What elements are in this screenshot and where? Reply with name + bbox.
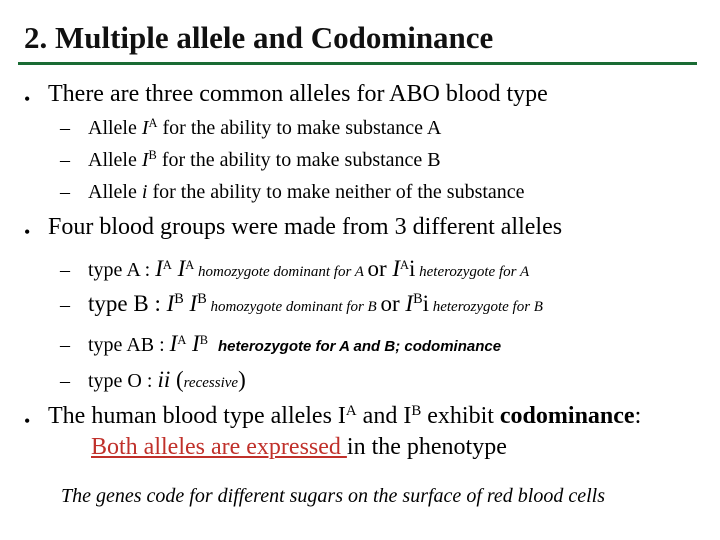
- bullet-2-text: Four blood groups were made from 3 different alleles: [48, 214, 563, 240]
- type-a-gene-4: i: [408, 256, 416, 281]
- type-a-line: [60, 256, 529, 282]
- type-a-sup-1: A: [162, 258, 172, 273]
- type-b-note-1: homozygote dominant for B: [206, 299, 381, 315]
- allele-ia-sup: A: [148, 116, 158, 131]
- type-ab-sup-2: B: [199, 333, 208, 348]
- dash-icon: –: [60, 117, 70, 139]
- title-underline: [18, 62, 697, 65]
- bullet-3-line-1: [48, 403, 641, 430]
- allele-ib-gene: I: [141, 149, 149, 171]
- allele-ia-post: for the ability to make substance A: [157, 117, 442, 139]
- type-b-gene-2: I: [183, 291, 198, 316]
- allele-i-gene: i: [141, 181, 148, 203]
- type-ab-note: heterozygote for A and B; codominance: [217, 338, 502, 355]
- type-ab-label: type AB :: [88, 334, 170, 356]
- bullet-3-sup-1: A: [345, 402, 357, 419]
- bullet-icon: •: [24, 411, 31, 431]
- bullet-3-colon: :: [634, 403, 642, 429]
- allele-i-post: for the ability to make neither of the substance: [147, 181, 525, 203]
- type-a-note-2: heterozygote for A: [415, 264, 530, 280]
- bullet-3-post: exhibit: [421, 403, 500, 429]
- dash-icon: –: [60, 149, 70, 171]
- allele-i-pre: Allele: [88, 181, 142, 203]
- allele-ia-line: [60, 117, 441, 140]
- type-ab-line: [60, 331, 501, 357]
- type-b-gene-3: I: [405, 291, 414, 316]
- dash-icon: –: [60, 259, 70, 281]
- type-o-note: recessive: [183, 375, 239, 391]
- allele-ib-pre: Allele: [88, 149, 142, 171]
- in-the-phenotype: in the phenotype: [346, 434, 507, 460]
- type-ab-gene-1: I: [169, 331, 178, 356]
- bullet-3-mid: and I: [356, 403, 412, 429]
- bullet-3-pre: The human blood type alleles I: [48, 403, 346, 429]
- type-b-sup-3: B: [413, 291, 423, 308]
- type-o-gene: ii: [157, 367, 171, 392]
- type-b-gene-4: i: [422, 291, 429, 316]
- dash-icon: –: [60, 181, 70, 203]
- type-a-or: or: [367, 256, 393, 281]
- dash-icon: –: [60, 334, 70, 356]
- type-ab-sup-1: A: [177, 333, 187, 348]
- type-b-sup-1: B: [174, 291, 184, 308]
- type-ab-gene-2: I: [186, 331, 200, 356]
- dash-icon: –: [60, 370, 70, 392]
- footer-note: The genes code for different sugars on the surface of red blood cells: [61, 485, 605, 507]
- type-o-label: type O :: [88, 370, 158, 392]
- allele-ib-post: for the ability to make substance B: [156, 149, 441, 171]
- type-b-label: type B :: [88, 291, 167, 316]
- allele-i-line: [60, 181, 525, 204]
- type-a-sup-2: A: [185, 258, 195, 273]
- type-o-line: [60, 367, 246, 393]
- allele-ib-line: [60, 149, 441, 172]
- type-b-or: or: [380, 291, 406, 316]
- bullet-1-text: There are three common alleles for ABO blood type: [48, 81, 548, 107]
- bullet-3-line-2: [91, 434, 507, 461]
- type-a-gene-1: I: [155, 256, 163, 281]
- type-b-sup-2: B: [197, 291, 207, 308]
- bullet-3-sup-2: B: [411, 402, 422, 419]
- type-o-open-paren: (: [170, 367, 184, 392]
- codominance-term: codominance: [499, 403, 635, 429]
- type-a-label: type A :: [88, 259, 156, 281]
- bullet-icon: •: [24, 89, 31, 109]
- type-b-gene-1: I: [166, 291, 175, 316]
- allele-ib-sup: B: [148, 148, 157, 163]
- type-b-note-2: heterozygote for B: [428, 299, 543, 315]
- dash-icon: –: [60, 294, 70, 316]
- type-o-close-paren: ): [238, 367, 246, 392]
- type-a-sup-3: A: [400, 258, 409, 273]
- slide-title: 2. Multiple allele and Codominance: [24, 20, 494, 55]
- type-a-gene-2: I: [171, 256, 186, 281]
- type-a-note-1: homozygote dominant for A: [194, 264, 368, 280]
- both-alleles-expressed: Both alleles are expressed: [91, 434, 347, 460]
- type-a-gene-3: I: [392, 256, 401, 281]
- allele-ia-pre: Allele: [88, 117, 142, 139]
- bullet-icon: •: [24, 222, 31, 242]
- type-b-line: [60, 291, 543, 317]
- allele-ia-gene: I: [141, 117, 149, 139]
